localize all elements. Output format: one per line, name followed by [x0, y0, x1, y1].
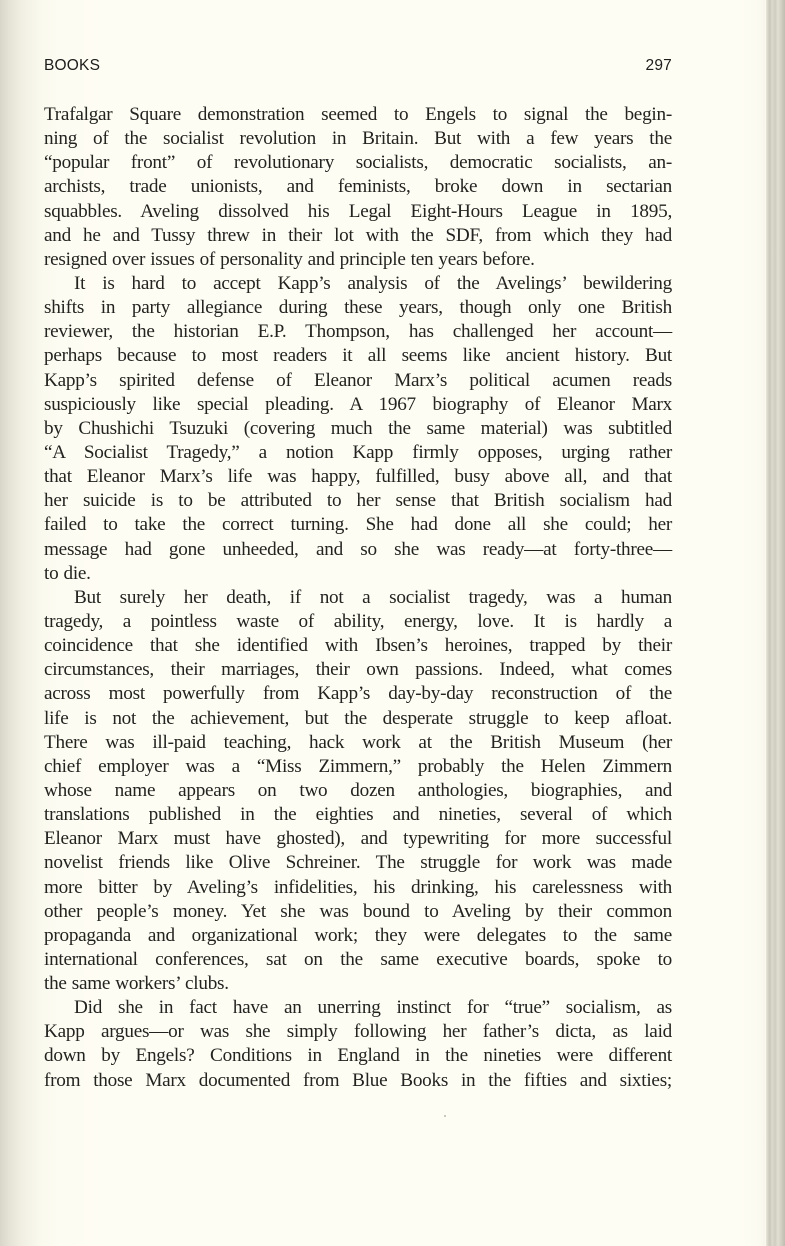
text-line: suspiciously like special pleading. A 1967 biography of Eleanor Marx: [44, 393, 672, 415]
text-line: translations published in the eighties and nineties, several of which: [44, 804, 672, 826]
text-line: squabbles. Aveling dissolved his Legal Eight-Hours League in 1895,: [44, 200, 672, 222]
text-line: perhaps because to most readers it all seems like ancient history. But: [44, 345, 672, 367]
text-line: coincidence that she identified with Ibsen’s heroines, trapped by their: [44, 635, 672, 657]
paragraph: [44, 103, 672, 272]
text-line: resigned over issues of personality and principle ten years before.: [44, 248, 535, 270]
text-line: There was ill-paid teaching, hack work at the British Museum (her: [44, 731, 672, 753]
text-line: to die.: [44, 562, 91, 584]
paragraph: [44, 272, 672, 586]
text-line: It is hard to accept Kapp’s analysis of the Avelings’ bewildering: [74, 272, 672, 294]
text-line: more bitter by Aveling’s infidelities, his drinking, his carelessness with: [44, 876, 672, 898]
text-line: novelist friends like Olive Schreiner. The struggle for work was made: [44, 852, 672, 874]
text-line: whose name appears on two dozen anthologies, biographies, and: [44, 779, 672, 801]
text-line: tragedy, a pointless waste of ability, energy, love. It is hardly a: [44, 610, 672, 632]
text-line: message had gone unheeded, and so she was ready—at forty-three—: [44, 538, 672, 560]
text-line: failed to take the correct turning. She had done all she could; her: [44, 514, 672, 536]
text-line: across most powerfully from Kapp’s day-by-day reconstruction of the: [44, 683, 672, 705]
text-line: ning of the socialist revolution in Britain. But with a few years the: [44, 128, 672, 150]
text-line: chief employer was a “Miss Zimmern,” probably the Helen Zimmern: [44, 755, 672, 777]
paragraph: [44, 586, 672, 996]
text-line: shifts in party allegiance during these years, though only one British: [44, 297, 672, 319]
text-line: But surely her death, if not a socialist tragedy, was a human: [74, 586, 672, 608]
text-line: life is not the achievement, but the desperate struggle to keep afloat.: [44, 707, 672, 729]
text-line: other people’s money. Yet she was bound to Aveling by their common: [44, 900, 672, 922]
page-number: 297: [645, 57, 672, 74]
text-line: Kapp argues—or was she simply following her father’s dicta, as laid: [44, 1021, 672, 1043]
text-line: Did she in fact have an unerring instinct for “true” socialism, as: [74, 997, 672, 1019]
text-line: “popular front” of revolutionary socialists, democratic socialists, an-: [44, 152, 672, 174]
text-line: reviewer, the historian E.P. Thompson, has challenged her account—: [44, 321, 672, 343]
scan-speck: [444, 1115, 446, 1117]
text-line: that Eleanor Marx’s life was happy, fulfilled, busy above all, and that: [44, 466, 672, 488]
body-text: [44, 103, 672, 1093]
section-title: BOOKS: [44, 57, 101, 74]
text-line: the same workers’ clubs.: [44, 973, 229, 995]
text-line: by Chushichi Tsuzuki (covering much the same material) was subtitled: [44, 417, 672, 439]
text-line: archists, trade unionists, and feminists, broke down in sectarian: [44, 176, 672, 198]
text-line: down by Engels? Conditions in England in the nineties were different: [44, 1045, 672, 1067]
running-head: [44, 57, 672, 79]
text-line: international conferences, sat on the same executive boards, spoke to: [44, 948, 672, 970]
text-line: “A Socialist Tragedy,” a notion Kapp firmly opposes, urging rather: [44, 441, 672, 463]
text-line: from those Marx documented from Blue Books in the fifties and sixties;: [44, 1069, 672, 1091]
text-line: and he and Tussy threw in their lot with the SDF, from which they had: [44, 224, 672, 246]
paragraph: [44, 996, 672, 1093]
text-line: circumstances, their marriages, their own passions. Indeed, what comes: [44, 659, 672, 681]
text-line: her suicide is to be attributed to her sense that British socialism had: [44, 490, 672, 512]
text-line: propaganda and organizational work; they were delegates to the same: [44, 924, 672, 946]
text-line: Eleanor Marx must have ghosted), and typewriting for more successful: [44, 828, 672, 850]
text-line: Trafalgar Square demonstration seemed to Engels to signal the begin-: [44, 104, 672, 125]
page-edge: [766, 0, 785, 1246]
text-line: Kapp’s spirited defense of Eleanor Marx’s political acumen reads: [44, 369, 672, 391]
